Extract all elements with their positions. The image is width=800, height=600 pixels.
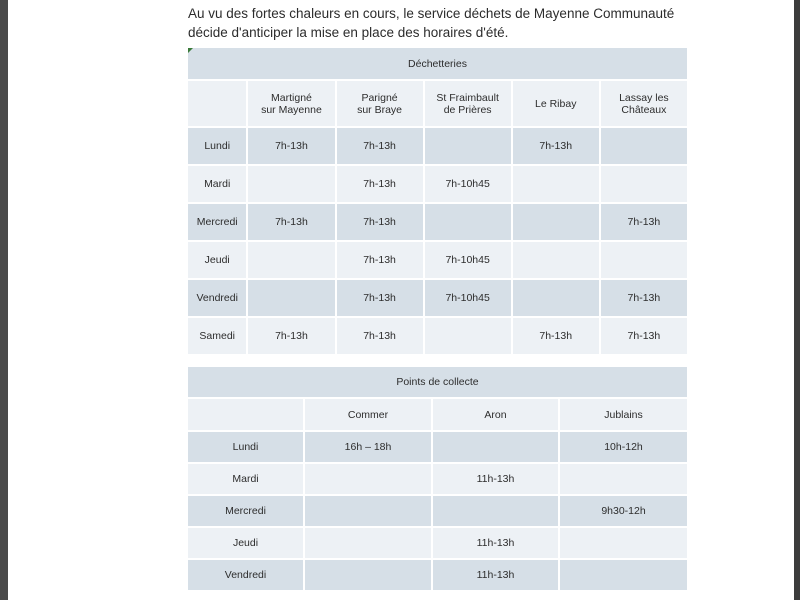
day-label: Vendredi xyxy=(188,279,247,317)
collecte-table xyxy=(188,367,687,590)
schedule-cell xyxy=(304,495,432,527)
column-header-line: Martigné xyxy=(271,91,312,104)
collecte-corner-cell xyxy=(188,398,304,431)
schedule-cell: 11h-13h xyxy=(432,559,559,590)
table-row xyxy=(188,317,687,354)
schedule-cell: 7h-13h xyxy=(600,317,687,354)
schedule-cell xyxy=(424,203,512,241)
column-header xyxy=(512,80,600,127)
corner-mark xyxy=(188,48,193,53)
schedule-cell xyxy=(512,165,600,203)
schedule-cell: 7h-13h xyxy=(336,127,424,165)
column-header-line: Parigné xyxy=(361,91,398,104)
schedule-cell: 11h-13h xyxy=(432,463,559,495)
schedule-cell: 7h-10h45 xyxy=(424,279,512,317)
column-header-line: sur Mayenne xyxy=(261,103,322,116)
schedule-cell xyxy=(432,495,559,527)
table-row xyxy=(188,495,687,527)
schedule-cell xyxy=(512,279,600,317)
table-row xyxy=(188,165,687,203)
column-header-line: St Fraimbault xyxy=(436,91,499,104)
schedule-cell: 7h-13h xyxy=(336,165,424,203)
column-header: Commer xyxy=(304,398,432,431)
schedule-cell: 7h-13h xyxy=(247,203,335,241)
schedule-cell xyxy=(247,279,335,317)
schedule-cell: 16h – 18h xyxy=(304,431,432,463)
table-row xyxy=(188,527,687,559)
day-label: Mercredi xyxy=(188,203,247,241)
schedule-cell: 7h-13h xyxy=(336,317,424,354)
schedule-cell xyxy=(512,241,600,279)
schedule-cell xyxy=(559,463,687,495)
schedule-cell: 7h-13h xyxy=(600,279,687,317)
column-header-line: de Prières xyxy=(443,103,492,116)
viewer-scrollbar[interactable] xyxy=(794,0,800,600)
column-header: Aron xyxy=(432,398,559,431)
table-row xyxy=(188,127,687,165)
dechetteries-table xyxy=(188,48,687,354)
day-label: Mardi xyxy=(188,463,304,495)
schedule-cell: 7h-13h xyxy=(247,317,335,354)
day-label: Lundi xyxy=(188,127,247,165)
schedule-cell xyxy=(304,559,432,590)
schedule-cell: 9h30-12h xyxy=(559,495,687,527)
table-row xyxy=(188,241,687,279)
day-label: Jeudi xyxy=(188,527,304,559)
schedule-cell xyxy=(247,165,335,203)
table-row xyxy=(188,279,687,317)
column-header xyxy=(247,80,335,127)
intro-line-2: décide d'anticiper la mise en place des horaires d'été. xyxy=(188,25,509,40)
column-header xyxy=(424,80,512,127)
column-header xyxy=(600,80,687,127)
schedule-cell xyxy=(512,203,600,241)
schedule-cell xyxy=(304,527,432,559)
day-label: Vendredi xyxy=(188,559,304,590)
column-header xyxy=(336,80,424,127)
schedule-cell: 7h-10h45 xyxy=(424,241,512,279)
viewer-left-border xyxy=(0,0,8,600)
schedule-cell: 7h-13h xyxy=(247,127,335,165)
schedule-cell xyxy=(600,165,687,203)
intro-line-1: Au vu des fortes chaleurs en cours, le service déchets de Mayenne Communauté xyxy=(188,6,675,21)
table-row xyxy=(188,431,687,463)
schedule-cell xyxy=(247,241,335,279)
column-header: Jublains xyxy=(559,398,687,431)
schedule-cell: 7h-13h xyxy=(336,241,424,279)
dechetteries-corner-cell xyxy=(188,80,247,127)
schedule-cell: 7h-13h xyxy=(336,203,424,241)
column-header-line: Lassay les xyxy=(619,91,669,104)
intro-paragraph xyxy=(188,4,708,42)
schedule-cell xyxy=(600,241,687,279)
schedule-cell: 7h-13h xyxy=(336,279,424,317)
schedule-cell xyxy=(432,431,559,463)
dechetteries-title: Déchetteries xyxy=(188,48,687,80)
schedule-cell xyxy=(559,527,687,559)
table-row xyxy=(188,203,687,241)
schedule-cell xyxy=(559,559,687,590)
column-header-line: Le Ribay xyxy=(535,97,577,110)
collecte-title: Points de collecte xyxy=(188,367,687,398)
schedule-cell xyxy=(424,317,512,354)
day-label: Samedi xyxy=(188,317,247,354)
column-header-line: sur Braye xyxy=(357,103,403,116)
table-row xyxy=(188,463,687,495)
schedule-cell: 7h-10h45 xyxy=(424,165,512,203)
schedule-cell xyxy=(600,127,687,165)
day-label: Mardi xyxy=(188,165,247,203)
schedule-cell: 7h-13h xyxy=(512,317,600,354)
day-label: Mercredi xyxy=(188,495,304,527)
schedule-cell: 10h-12h xyxy=(559,431,687,463)
day-label: Jeudi xyxy=(188,241,247,279)
column-header-line: Châteaux xyxy=(621,103,667,116)
schedule-cell xyxy=(424,127,512,165)
day-label: Lundi xyxy=(188,431,304,463)
schedule-cell: 7h-13h xyxy=(600,203,687,241)
table-row xyxy=(188,559,687,590)
schedule-cell: 7h-13h xyxy=(512,127,600,165)
schedule-cell: 11h-13h xyxy=(432,527,559,559)
schedule-cell xyxy=(304,463,432,495)
